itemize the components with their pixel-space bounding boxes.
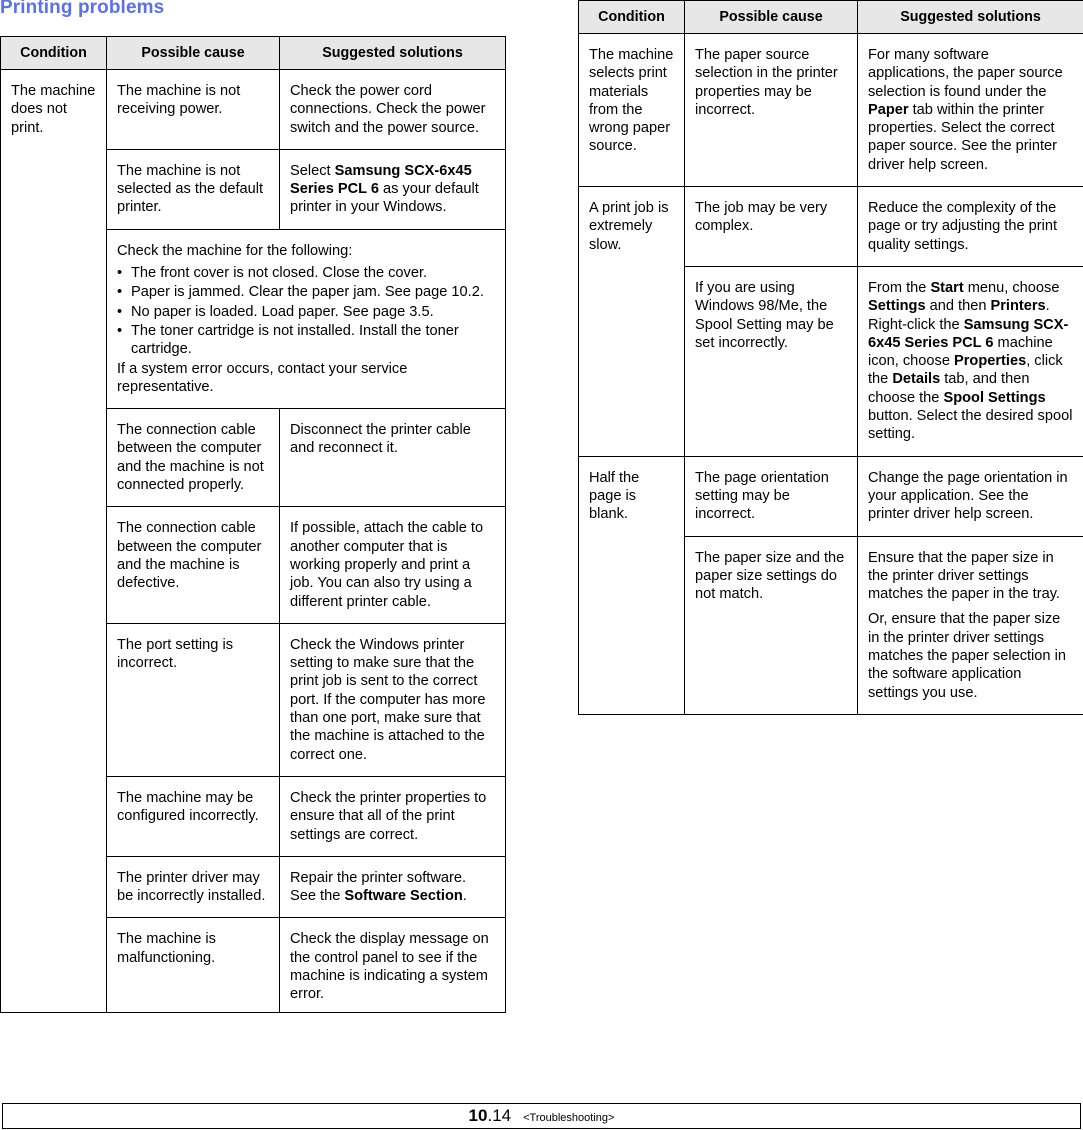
solution-cell: Check the Windows printer setting to make sure that the print job is sent to the correct port. If the computer has more than one port, make sure that the machine is attached to the correct one. [280,623,506,776]
cause-cell: The paper size and the paper size settings do not match. [685,536,858,714]
cause-cell: The connection cable between the computer and the machine is not connected properly. [107,409,280,507]
paper-tab-reference: Paper [868,102,909,118]
cause-cell: The page orientation setting may be incorrect. [685,456,858,536]
solution-cell [280,856,506,918]
list-item: • The front cover is not closed. Close the cover. [117,264,495,282]
solution-paragraph: Ensure that the paper size in the printer driver settings matches the paper in the tray. [868,549,1073,604]
spool-settings-reference: Spool Settings [943,390,1045,406]
table-header-row [579,1,1083,34]
table-header-row [1,37,506,70]
table-row [1,70,506,150]
solution-cell [858,266,1083,456]
checklist [117,264,495,358]
cause-cell: The paper source selection in the printer properties may be incorrect. [685,34,858,187]
left-troubleshooting-table [0,36,506,1013]
solution-bold-text: Samsung SCX-6x45 Series PCL 6 [290,163,472,197]
checklist-cell [107,229,506,408]
solution-cell [858,34,1083,187]
header-possible-cause: Possible cause [685,1,858,34]
list-item: • Paper is jammed. Clear the paper jam. See page 10.2. [117,283,495,301]
cause-cell: The machine may be configured incorrectly. [107,776,280,856]
checklist-outro: If a system error occurs, contact your service representative. [117,360,495,397]
header-suggested-solutions: Suggested solutions [858,1,1083,34]
cause-cell: The machine is not selected as the default printer. [107,149,280,229]
right-troubleshooting-table [578,0,1083,715]
start-menu-reference: Start [930,280,963,296]
condition-cell: Half the page is blank. [579,456,685,714]
solution-text: button. Select the desired spool setting. [868,408,1072,442]
solution-text: and then [926,298,991,314]
header-possible-cause: Possible cause [107,37,280,70]
table-row [579,456,1083,536]
cause-cell: The connection cable between the computer and the machine is defective. [107,507,280,623]
solution-cell: Disconnect the printer cable and reconnect it. [280,409,506,507]
settings-reference: Settings [868,298,926,314]
cause-cell: The job may be very complex. [685,187,858,267]
solution-cell: Check the printer properties to ensure that all of the print settings are correct. [280,776,506,856]
cause-cell: The machine is not receiving power. [107,70,280,150]
solution-text: Select [290,163,335,179]
solution-text: . Right-click the [868,298,1050,332]
solution-text: Repair the printer software. See the [290,870,466,904]
header-condition: Condition [1,37,107,70]
list-item: • No paper is loaded. Load paper. See page 3.5. [117,303,495,321]
solution-cell: Check the power cord connections. Check the power switch and the power source. [280,70,506,150]
condition-cell: The machine selects print materials from the wrong paper source. [579,34,685,187]
cause-cell: The port setting is incorrect. [107,623,280,776]
solution-text: , click the [868,353,1063,387]
printer-model-reference: Samsung SCX-6x45 Series PCL 6 [868,317,1068,351]
list-item: • The toner cartridge is not installed. Install the toner cartridge. [117,322,495,359]
solution-text: menu, choose [964,280,1060,296]
cause-cell: The printer driver may be incorrectly installed. [107,856,280,918]
solution-text: tab within the printer properties. Select the correct paper source. See the printer driver help screen. [868,102,1057,173]
solution-cell: Reduce the complexity of the page or try adjusting the print quality settings. [858,187,1083,267]
details-reference: Details [892,371,940,387]
header-suggested-solutions: Suggested solutions [280,37,506,70]
solution-cell: Check the display message on the control panel to see if the machine is indicating a system error. [280,918,506,1012]
solution-text: tab, and then choose the [868,371,1029,405]
table-row [579,187,1083,267]
properties-reference: Properties [954,353,1026,369]
chapter-label: <Troubleshooting> [523,1112,614,1124]
page-number-minor: .14 [487,1106,511,1125]
solution-text: For many software applications, the paper source selection is found under the [868,47,1063,100]
section-title: Printing problems [0,0,164,19]
condition-cell: The machine does not print. [1,70,107,1013]
cause-cell: If you are using Windows 98/Me, the Spool Setting may be set incorrectly. [685,266,858,456]
cause-cell: The machine is malfunctioning. [107,918,280,1012]
solution-cell [858,536,1083,714]
table-row [579,34,1083,187]
condition-cell: A print job is extremely slow. [579,187,685,457]
solution-text: . [463,888,467,904]
page-footer [2,1103,1081,1129]
printers-reference: Printers [991,298,1046,314]
solution-text: machine icon, choose [868,335,1053,369]
solution-cell: If possible, attach the cable to another computer that is working properly and print a job. You can also try using a different printer cable. [280,507,506,623]
software-section-reference: Software Section [344,888,462,904]
solution-cell [280,149,506,229]
page-number-major: 10 [469,1106,488,1125]
solution-text: as your default printer in your Windows. [290,181,479,215]
solution-cell: Change the page orientation in your application. See the printer driver help screen. [858,456,1083,536]
solution-paragraph: Or, ensure that the paper size in the printer driver settings matches the paper selection in the software application settings you use. [868,610,1073,701]
header-condition: Condition [579,1,685,34]
checklist-intro: Check the machine for the following: [117,242,495,260]
solution-text: From the [868,280,930,296]
